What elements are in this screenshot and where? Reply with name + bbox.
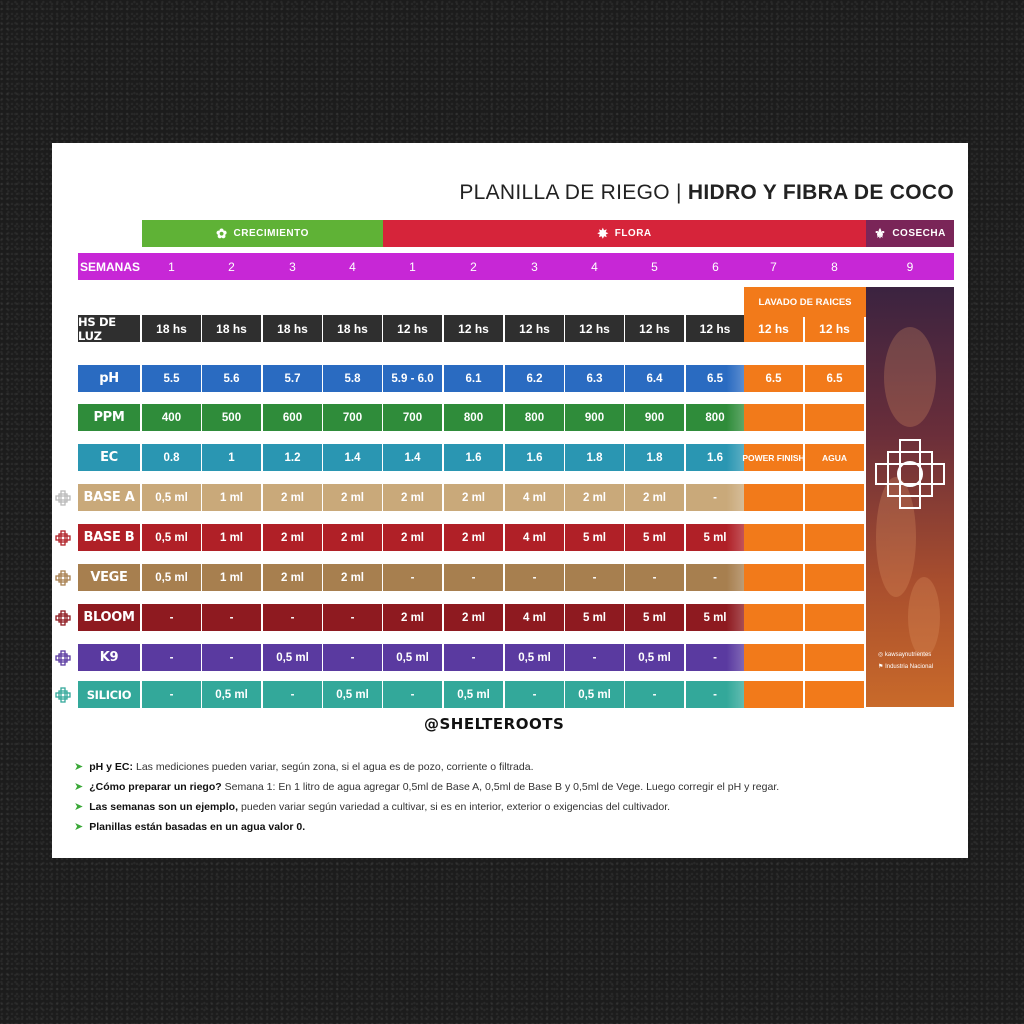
cell-basea: 2 ml xyxy=(625,484,684,511)
cell-baseb: 5 ml xyxy=(686,524,744,551)
phase-flora xyxy=(383,220,866,247)
cell-baseb: 1 ml xyxy=(202,524,261,551)
semana-cell: 1 xyxy=(409,259,416,274)
cell-basea: 2 ml xyxy=(383,484,442,511)
cell-silicio: 0,5 ml xyxy=(444,681,503,708)
cell-vege: 2 ml xyxy=(263,564,322,591)
cell-bloom: - xyxy=(263,604,322,631)
cell-ppm: 900 xyxy=(565,404,624,431)
cell-ppm: 800 xyxy=(686,404,744,431)
chart-title xyxy=(459,181,954,205)
cell-ppm xyxy=(805,404,864,431)
title-light: PLANILLA DE RIEGO | xyxy=(459,181,682,204)
cell-vege: - xyxy=(444,564,503,591)
cell-k9: 0,5 ml xyxy=(263,644,322,671)
semana-cell: 6 xyxy=(712,259,719,274)
cell-hs: 12 hs xyxy=(383,315,442,342)
cell-ph: 6.2 xyxy=(505,365,564,392)
cell-ec: POWER FINISH xyxy=(744,444,803,471)
row-label-ec: EC xyxy=(78,444,140,471)
cell-baseb: 2 ml xyxy=(323,524,382,551)
cell-vege xyxy=(744,564,803,591)
cell-hs: 12 hs xyxy=(505,315,564,342)
semana-cell: 8 xyxy=(831,259,838,274)
harvest-icon: ⚜ xyxy=(874,225,887,241)
arrow-icon: ➤ xyxy=(74,781,84,793)
product-bottle-icon xyxy=(54,569,72,587)
cell-k9: - xyxy=(323,644,382,671)
product-bottle-icon xyxy=(54,529,72,547)
row-label-ph: pH xyxy=(78,365,140,392)
cell-bloom: 5 ml xyxy=(625,604,684,631)
cell-k9: - xyxy=(142,644,201,671)
cell-hs: 12 hs xyxy=(805,315,864,342)
cell-ph: 6.3 xyxy=(565,365,624,392)
semana-cell: 4 xyxy=(591,259,598,274)
cell-basea: 2 ml xyxy=(263,484,322,511)
cell-bloom: 2 ml xyxy=(383,604,442,631)
cell-baseb: 2 ml xyxy=(383,524,442,551)
cell-hs: 12 hs xyxy=(744,315,803,342)
note-item: ➤ Planillas están basadas en un agua valor 0. xyxy=(74,820,306,833)
cell-vege: - xyxy=(625,564,684,591)
cell-k9: - xyxy=(444,644,503,671)
cell-silicio: - xyxy=(263,681,322,708)
title-bold: HIDRO Y FIBRA DE COCO xyxy=(687,181,954,204)
cell-baseb: 4 ml xyxy=(505,524,564,551)
cell-baseb: 2 ml xyxy=(263,524,322,551)
cell-ph: 5.8 xyxy=(323,365,382,392)
cell-silicio xyxy=(744,681,803,708)
semana-cell: 4 xyxy=(349,259,356,274)
semana-cell: 2 xyxy=(470,259,477,274)
semana-cell: 1 xyxy=(168,259,175,274)
cell-bloom: 5 ml xyxy=(565,604,624,631)
cell-bloom xyxy=(744,604,803,631)
cell-silicio: - xyxy=(625,681,684,708)
cell-hs: 18 hs xyxy=(323,315,382,342)
cell-ec: 1.6 xyxy=(505,444,564,471)
cell-ph: 6.5 xyxy=(686,365,744,392)
cell-k9: - xyxy=(202,644,261,671)
cell-basea xyxy=(744,484,803,511)
product-bottle-icon xyxy=(54,609,72,627)
cell-vege: 1 ml xyxy=(202,564,261,591)
cell-ph: 5.7 xyxy=(263,365,322,392)
cell-vege: - xyxy=(383,564,442,591)
cell-ppm: 800 xyxy=(444,404,503,431)
cell-ph: 6.4 xyxy=(625,365,684,392)
origin-label: ⚑ Industria Nacional xyxy=(878,664,934,670)
lavado-header: LAVADO DE RAICES xyxy=(744,287,866,317)
row-label-bloom: BLOOM xyxy=(78,604,140,631)
cell-bloom: - xyxy=(202,604,261,631)
cell-ppm: 900 xyxy=(625,404,684,431)
product-bottle-icon xyxy=(54,649,72,667)
seedling-icon: ✿ xyxy=(216,225,228,241)
cell-k9: 0,5 ml xyxy=(625,644,684,671)
semana-cell: 2 xyxy=(228,259,235,274)
cell-bloom: - xyxy=(142,604,201,631)
cell-hs: 18 hs xyxy=(263,315,322,342)
semana-cell: 5 xyxy=(651,259,658,274)
product-bottle-icon xyxy=(54,686,72,704)
cell-baseb: 5 ml xyxy=(625,524,684,551)
cell-silicio: - xyxy=(142,681,201,708)
cell-ppm: 400 xyxy=(142,404,201,431)
cell-basea xyxy=(805,484,864,511)
cell-ec: 0.8 xyxy=(142,444,201,471)
irrigation-chart-sheet xyxy=(52,143,968,858)
cell-ppm: 700 xyxy=(383,404,442,431)
note-item: ➤ ¿Cómo preparar un riego? Semana 1: En 1 litro de agua agregar 0,5ml de Base A, 0,5ml de Base B y 0,5ml de Vege. Luego corregir el pH y regar. xyxy=(74,780,780,793)
row-label-baseb: BASE B xyxy=(78,524,140,551)
cell-ppm: 600 xyxy=(263,404,322,431)
cell-ph: 6.1 xyxy=(444,365,503,392)
semana-cell: 7 xyxy=(770,259,777,274)
cell-basea: 0,5 ml xyxy=(142,484,201,511)
cell-basea: 2 ml xyxy=(444,484,503,511)
cell-vege: 0,5 ml xyxy=(142,564,201,591)
cell-bloom xyxy=(805,604,864,631)
cell-bloom: 2 ml xyxy=(444,604,503,631)
cell-basea: 2 ml xyxy=(565,484,624,511)
cell-baseb xyxy=(805,524,864,551)
arrow-icon: ➤ xyxy=(74,761,84,773)
cell-ec: 1.8 xyxy=(625,444,684,471)
cell-ec: 1.4 xyxy=(323,444,382,471)
cell-hs: 18 hs xyxy=(142,315,201,342)
cell-ec: 1.6 xyxy=(444,444,503,471)
cosecha-panel xyxy=(866,287,954,707)
cell-k9: 0,5 ml xyxy=(505,644,564,671)
cell-silicio: 0,5 ml xyxy=(323,681,382,708)
cell-basea: 1 ml xyxy=(202,484,261,511)
cell-vege: - xyxy=(686,564,744,591)
cell-ec: 1.4 xyxy=(383,444,442,471)
row-label-basea: BASE A xyxy=(78,484,140,511)
instagram-handle: ◎ kawsaynutrientes xyxy=(878,652,932,658)
row-label-hs: HS DE LUZ xyxy=(78,315,140,342)
cell-basea: - xyxy=(686,484,744,511)
cell-ph: 6.5 xyxy=(805,365,864,392)
cell-baseb: 2 ml xyxy=(444,524,503,551)
cell-ec: 1.6 xyxy=(686,444,744,471)
cell-ec: 1.8 xyxy=(565,444,624,471)
semana-cell: 9 xyxy=(906,259,914,274)
note-item: ➤ Las semanas son un ejemplo, pueden variar según variedad a cultivar, si es en interior, exterior o exigencias del cultivador. xyxy=(74,800,671,813)
cell-ph: 5.6 xyxy=(202,365,261,392)
cell-ec: 1 xyxy=(202,444,261,471)
cell-silicio: 0,5 ml xyxy=(565,681,624,708)
phase-label: COSECHA xyxy=(892,228,946,239)
semana-cell: 3 xyxy=(531,259,538,274)
cannabis-logo-art xyxy=(866,287,954,707)
flower-icon: ✸ xyxy=(597,225,609,241)
product-bottle-icon xyxy=(54,489,72,507)
row-label-k9: K9 xyxy=(78,644,140,671)
cell-hs: 18 hs xyxy=(202,315,261,342)
phase-label: CRECIMIENTO xyxy=(233,228,309,239)
cell-k9 xyxy=(744,644,803,671)
handle-label: @SHELTEROOTS xyxy=(424,715,565,733)
row-label-vege: VEGE xyxy=(78,564,140,591)
cell-baseb: 5 ml xyxy=(565,524,624,551)
row-label-ppm: PPM xyxy=(78,404,140,431)
cell-k9: 0,5 ml xyxy=(383,644,442,671)
phase-label: FLORA xyxy=(614,228,652,239)
cell-vege xyxy=(805,564,864,591)
cell-baseb xyxy=(744,524,803,551)
cell-vege: - xyxy=(505,564,564,591)
cell-silicio: 0,5 ml xyxy=(202,681,261,708)
cell-baseb: 0,5 ml xyxy=(142,524,201,551)
cell-vege: 2 ml xyxy=(323,564,382,591)
cell-k9: - xyxy=(686,644,744,671)
cell-bloom: 5 ml xyxy=(686,604,744,631)
cell-basea: 4 ml xyxy=(505,484,564,511)
cell-ppm: 700 xyxy=(323,404,382,431)
cell-hs: 12 hs xyxy=(625,315,684,342)
arrow-icon: ➤ xyxy=(74,801,84,813)
cell-ppm: 500 xyxy=(202,404,261,431)
cell-silicio: - xyxy=(505,681,564,708)
row-label-silicio: SILICIO xyxy=(78,681,140,708)
phase-cosecha xyxy=(866,220,954,247)
cell-bloom: 4 ml xyxy=(505,604,564,631)
cell-bloom: - xyxy=(323,604,382,631)
cell-hs: 12 hs xyxy=(565,315,624,342)
cell-ppm xyxy=(744,404,803,431)
cell-silicio: - xyxy=(686,681,744,708)
cell-hs: 12 hs xyxy=(444,315,503,342)
semana-cell: 3 xyxy=(289,259,296,274)
cell-ph: 5.9 - 6.0 xyxy=(383,365,442,392)
cell-ec: AGUA xyxy=(805,444,864,471)
note-item: ➤ pH y EC: Las mediciones pueden variar, según zona, si el agua es de pozo, corriente o filtrada. xyxy=(74,760,534,773)
cell-ppm: 800 xyxy=(505,404,564,431)
cell-basea: 2 ml xyxy=(323,484,382,511)
cell-k9 xyxy=(805,644,864,671)
cell-silicio xyxy=(805,681,864,708)
cell-ph: 6.5 xyxy=(744,365,803,392)
cell-hs: 12 hs xyxy=(686,315,744,342)
flag-icon: ⚑ xyxy=(878,664,884,670)
cell-k9: - xyxy=(565,644,624,671)
instagram-icon: ◎ xyxy=(878,652,884,658)
cell-ph: 5.5 xyxy=(142,365,201,392)
arrow-icon: ➤ xyxy=(74,821,84,833)
phase-crecimiento xyxy=(142,220,383,247)
cell-silicio: - xyxy=(383,681,442,708)
cell-ec: 1.2 xyxy=(263,444,322,471)
semanas-label: SEMANAS xyxy=(79,259,140,274)
cell-vege: - xyxy=(565,564,624,591)
